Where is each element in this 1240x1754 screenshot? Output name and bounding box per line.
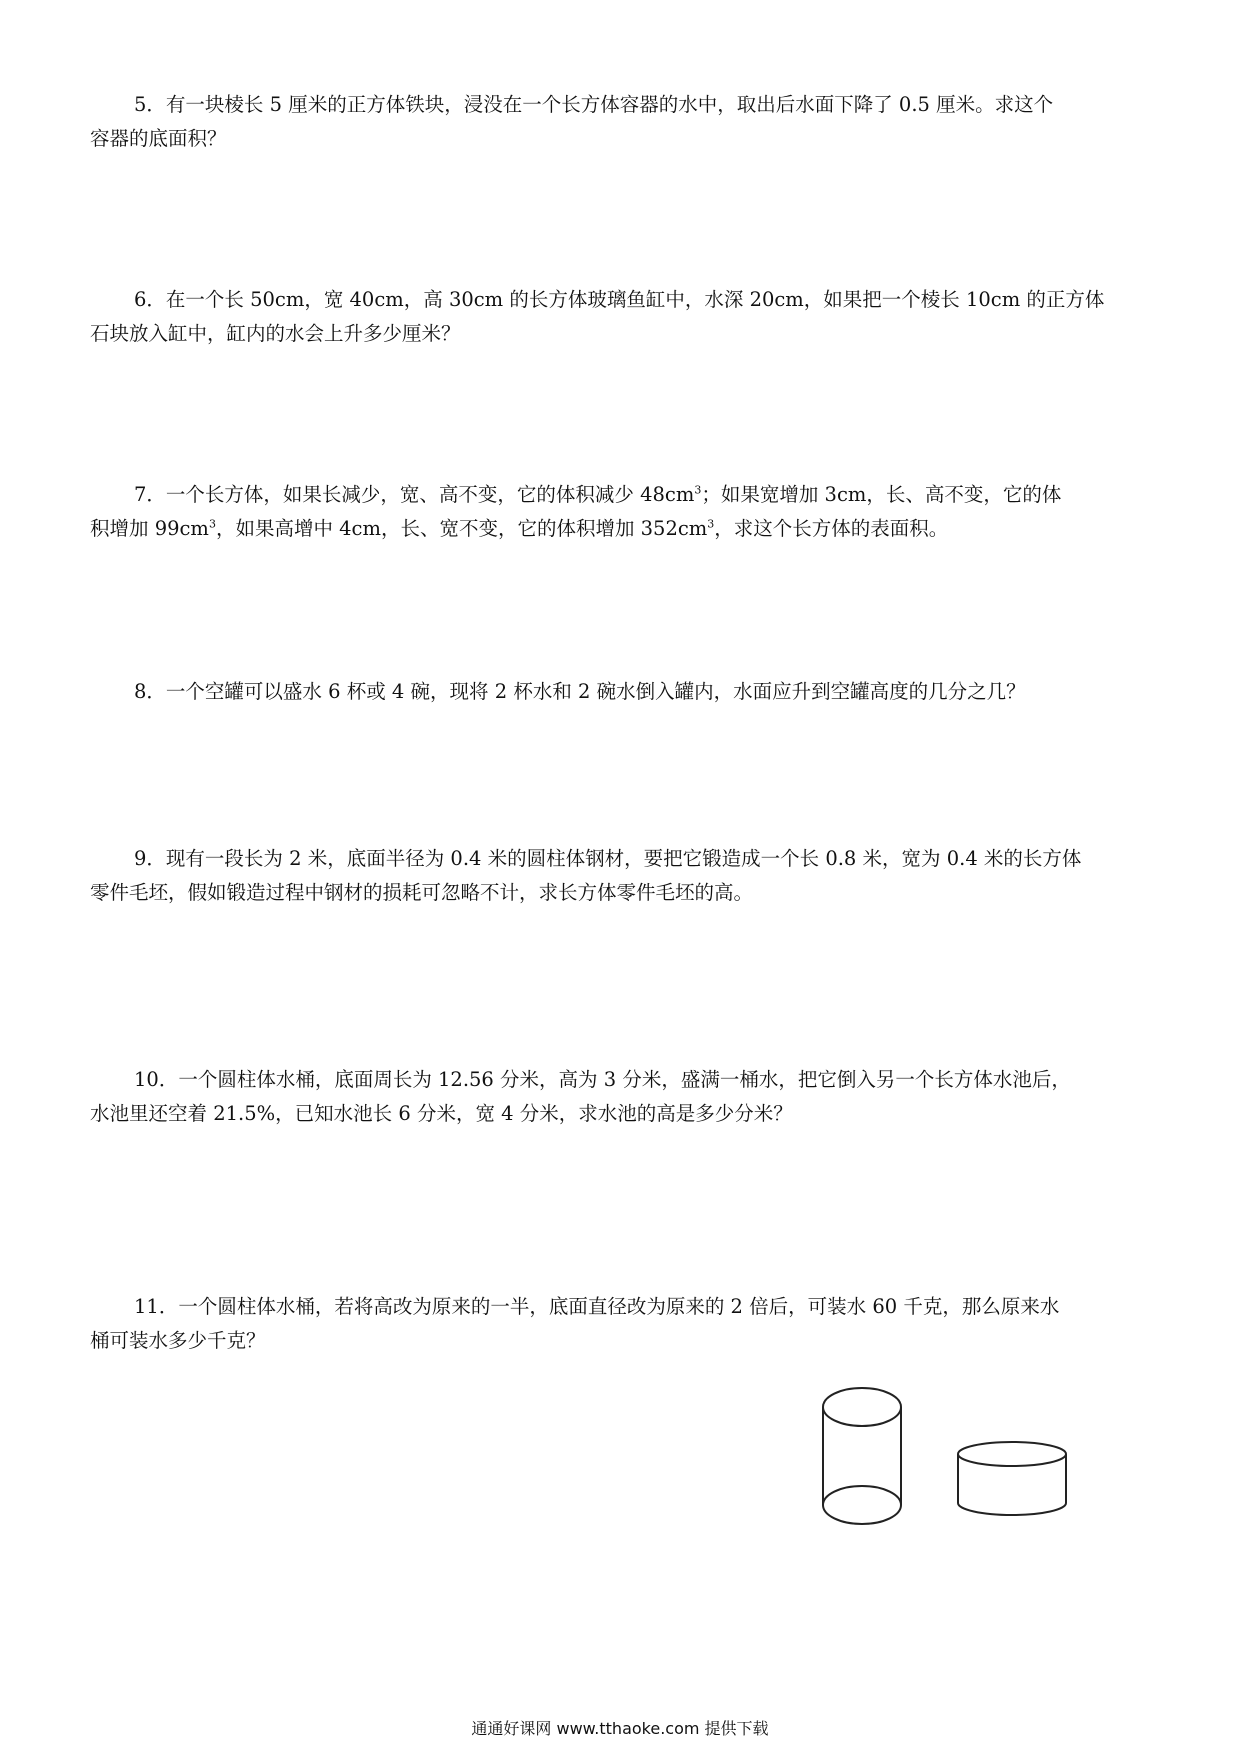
problem-6-line-2: 石块放入缸中，缸内的水会上升多少厘米？ (90, 322, 461, 345)
superscript-cube: 3 (208, 517, 216, 531)
tall-cylinder (823, 1388, 901, 1524)
problem-10-line-2: 水池里还空着 21.5%，已知水池长 6 分米，宽 4 分米，求水池的高是多少分米？ (90, 1102, 793, 1125)
problem-7-line-1-text-b: ；如果宽增加 3cm，长、高不变，它的体 (701, 483, 1062, 506)
problem-10-line-1: 10．一个圆柱体水桶，底面周长为 12.56 分米，高为 3 分米，盛满一桶水，把它倒入另一个长方体水池后， (134, 1068, 1071, 1091)
problem-7 (90, 478, 1160, 546)
problem-5-line-1: 5．有一块棱长 5 厘米的正方体铁块，浸没在一个长方体容器的水中，取出后水面下降了 0.5 厘米。求这个 (134, 93, 1054, 116)
problem-8 (90, 675, 1160, 709)
cylinders-figure (820, 1385, 1090, 1535)
problem-7-line-2-text-b: ，如果高增中 4cm，长、宽不变，它的体积增加 352cm (215, 517, 708, 540)
problem-5 (90, 88, 1160, 156)
problem-9-line-1: 9．现有一段长为 2 米，底面半径为 0.4 米的圆柱体钢材，要把它锻造成一个长 0.8 米，宽为 0.4 米的长方体 (134, 847, 1082, 870)
problem-6 (90, 283, 1160, 351)
short-cylinder (958, 1442, 1066, 1515)
problem-6-line-1: 6．在一个长 50cm，宽 40cm，高 30cm 的长方体玻璃鱼缸中，水深 20cm，如果把一个棱长 10cm 的正方体 (134, 288, 1105, 311)
problem-7-line-2-text-a: 积增加 99cm (90, 517, 209, 540)
superscript-cube: 3 (694, 483, 702, 497)
problem-11 (90, 1290, 1160, 1358)
problem-9-line-2: 零件毛坯，假如锻造过程中钢材的损耗可忽略不计，求长方体零件毛坯的高。 (90, 881, 754, 904)
problem-7-line-2-text-c: ，求这个长方体的表面积。 (714, 517, 949, 540)
problem-11-line-1: 11．一个圆柱体水桶，若将高改为原来的一半，底面直径改为原来的 2 倍后，可装水 60 千克，那么原来水 (134, 1295, 1060, 1318)
problem-10 (90, 1063, 1160, 1131)
problem-7-line-1-text-a: 7．一个长方体，如果长减少，宽、高不变，它的体积减少 48cm (134, 483, 695, 506)
superscript-cube: 3 (707, 517, 715, 531)
footer-credit: 通通好课网 www.tthaoke.com 提供下载 (471, 1719, 769, 1738)
problem-7-line-1 (90, 478, 1160, 512)
problem-9 (90, 842, 1160, 910)
problem-8-line-1: 8．一个空罐可以盛水 6 杯或 4 碗，现将 2 杯水和 2 碗水倒入罐内，水面应升到空罐高度的几分之几？ (134, 680, 1026, 703)
problem-5-line-2: 容器的底面积？ (90, 127, 227, 150)
problem-7-line-2 (90, 512, 1160, 546)
problem-11-line-2: 桶可装水多少千克？ (90, 1329, 266, 1352)
